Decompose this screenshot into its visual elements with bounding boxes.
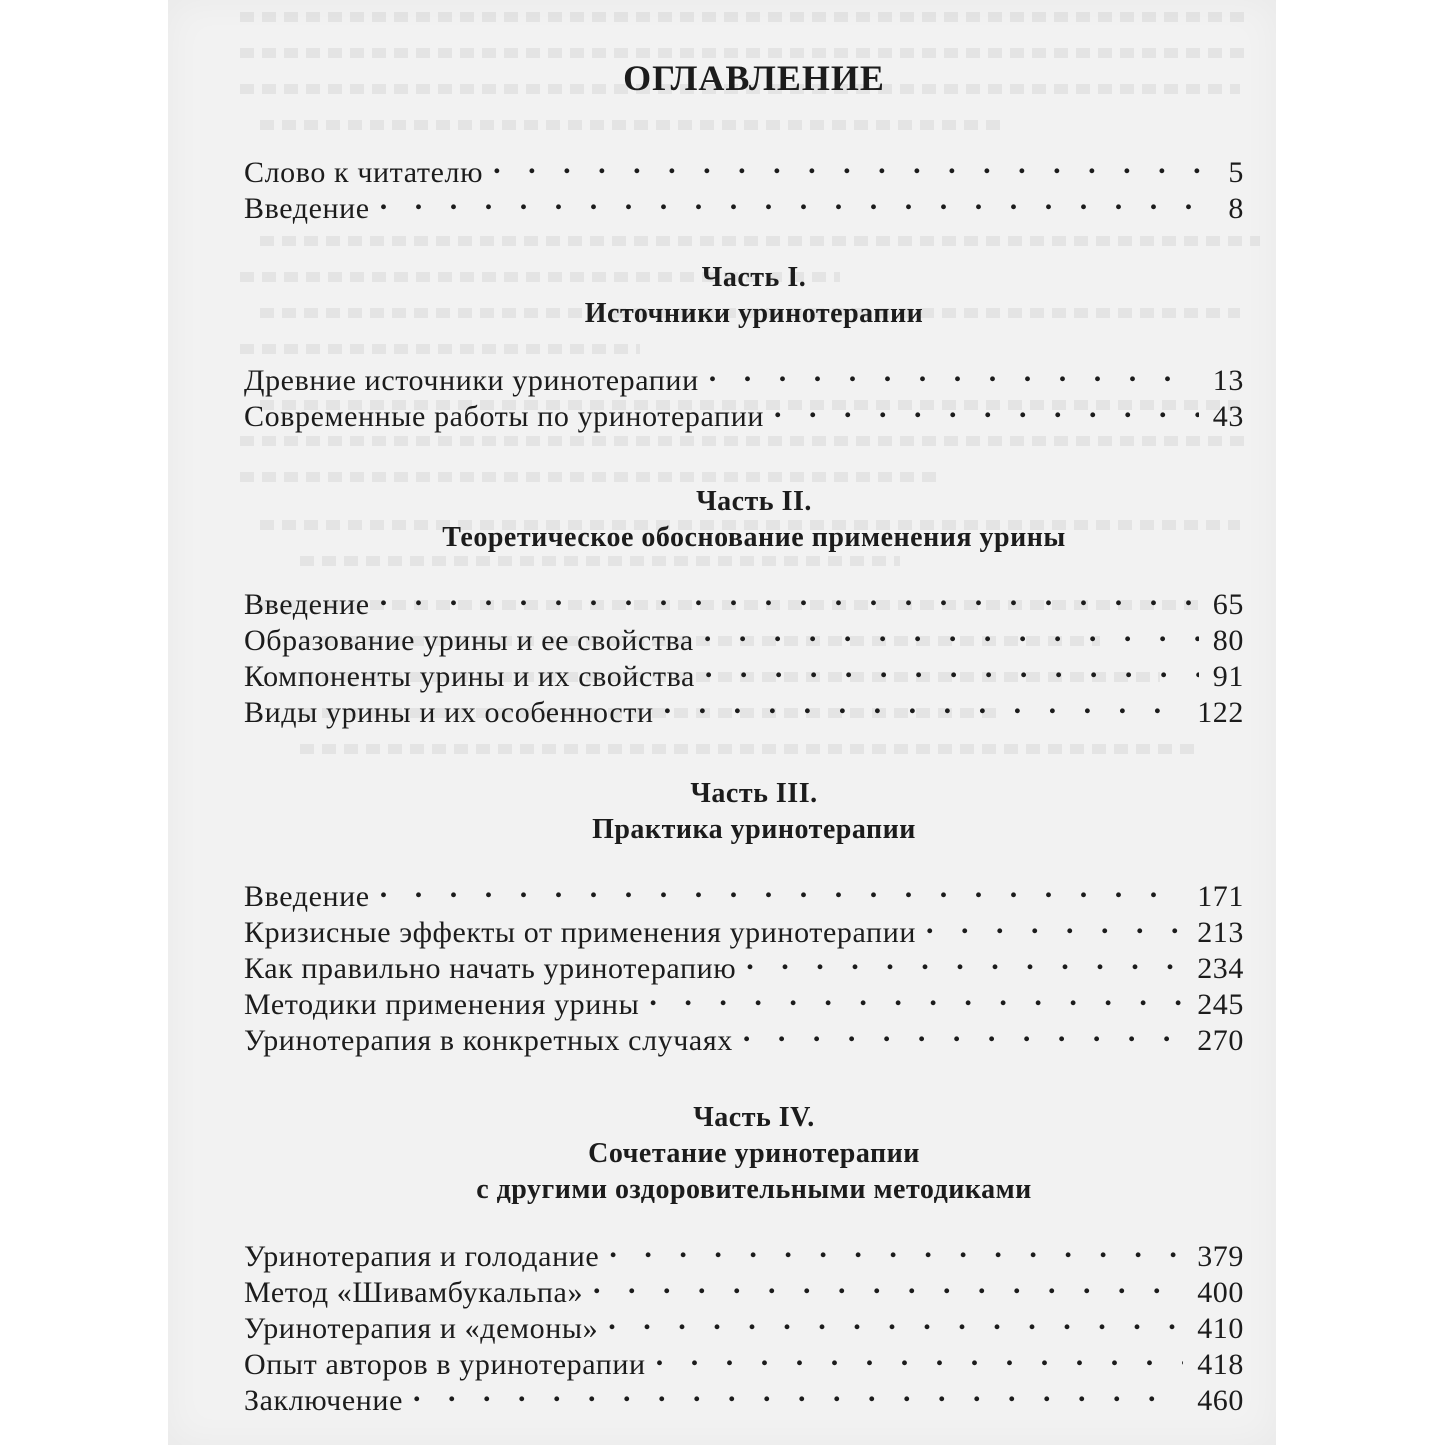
toc-entry: [244, 614, 1244, 657]
part-title: Источники уринотерапии: [584, 298, 924, 329]
entry-title: Уринотерапия и «демоны»: [244, 1312, 599, 1345]
dot-leader: [493, 146, 1200, 182]
part-section: [244, 1100, 1244, 1417]
page-number: 410: [1197, 1312, 1244, 1345]
page-number: 270: [1197, 1024, 1244, 1057]
dot-leader: [926, 906, 1183, 942]
part-title: Теоретическое обоснование применения урины: [442, 522, 1066, 553]
entry-title: Введение: [244, 880, 370, 913]
page-number: 171: [1197, 880, 1244, 913]
part-section: [244, 484, 1244, 729]
dot-leader: [593, 1266, 1183, 1302]
page-number: 122: [1197, 696, 1244, 729]
entry-title: Слово к читателю: [244, 156, 484, 189]
table-of-contents: [244, 52, 1244, 1417]
dot-leader: [413, 1374, 1183, 1410]
page-number: 379: [1197, 1240, 1244, 1273]
toc-entry: [244, 906, 1244, 949]
part-title-line: Сочетание уринотерапии: [588, 1138, 920, 1169]
dot-leader: [664, 686, 1184, 722]
page-number: 91: [1212, 660, 1244, 693]
entry-title: Компоненты урины и их свойства: [244, 660, 695, 693]
toc-entry: [244, 182, 1244, 225]
part-label: Часть I.: [701, 262, 807, 293]
dot-leader: [380, 578, 1199, 614]
page-number: 213: [1197, 916, 1244, 949]
entry-title: Уринотерапия и голодание: [244, 1240, 600, 1273]
page-number: 418: [1197, 1348, 1244, 1381]
part-section: [244, 776, 1244, 1057]
dot-leader: [705, 650, 1199, 686]
part-title-line: с другими оздоровительными методиками: [476, 1174, 1032, 1205]
part-section: [244, 260, 1244, 433]
toc-entry: [244, 354, 1244, 397]
toc-entry: [244, 146, 1244, 189]
entry-title: Уринотерапия в конкретных случаях: [244, 1024, 733, 1057]
page-number: 245: [1197, 988, 1244, 1021]
dot-leader: [709, 354, 1199, 390]
dot-leader: [774, 390, 1199, 426]
toc-entry: [244, 1230, 1244, 1273]
entry-title: Как правильно начать уринотерапию: [244, 952, 737, 985]
dot-leader: [743, 1014, 1183, 1050]
page-number: 460: [1197, 1384, 1244, 1417]
part-title: Практика уринотерапии: [592, 814, 916, 845]
part-label: Часть II.: [696, 486, 812, 517]
toc-entry: [244, 578, 1244, 621]
dot-leader: [656, 1338, 1183, 1374]
entry-title: Виды урины и их особенности: [244, 696, 654, 729]
entry-title: Заключение: [244, 1384, 403, 1417]
page-number: 234: [1197, 952, 1244, 985]
page-title: ОГЛАВЛЕНИЕ: [623, 58, 885, 98]
dot-leader: [649, 978, 1183, 1014]
page-number: 65: [1212, 588, 1244, 621]
dot-leader: [380, 182, 1200, 218]
entry-title: Методики применения урины: [244, 988, 640, 1021]
entry-title: Образование урины и ее свойства: [244, 624, 694, 657]
part-label: Часть IV.: [693, 1102, 815, 1133]
page-number: 5: [1228, 156, 1244, 189]
entry-title: Метод «Шивамбукальпа»: [244, 1276, 584, 1309]
part-label: Часть III.: [690, 778, 818, 809]
dot-leader: [704, 614, 1199, 650]
intro-entries: [244, 146, 1244, 225]
page-number: 80: [1212, 624, 1244, 657]
entry-title: Кризисные эффекты от применения уринотерапии: [244, 916, 917, 949]
entry-title: Древние источники уринотерапии: [244, 364, 699, 397]
page-number: 400: [1197, 1276, 1244, 1309]
dot-leader: [746, 942, 1183, 978]
dot-leader: [608, 1302, 1183, 1338]
toc-entry: [244, 870, 1244, 913]
dot-leader: [609, 1230, 1183, 1266]
dot-leader: [380, 870, 1183, 906]
entry-title: Введение: [244, 588, 370, 621]
page-number: 8: [1228, 192, 1244, 225]
entry-title: Опыт авторов в уринотерапии: [244, 1348, 646, 1381]
page-number: 13: [1212, 364, 1244, 397]
entry-title: Современные работы по уринотерапии: [244, 400, 764, 433]
entry-title: Введение: [244, 192, 370, 225]
page-number: 43: [1212, 400, 1244, 433]
